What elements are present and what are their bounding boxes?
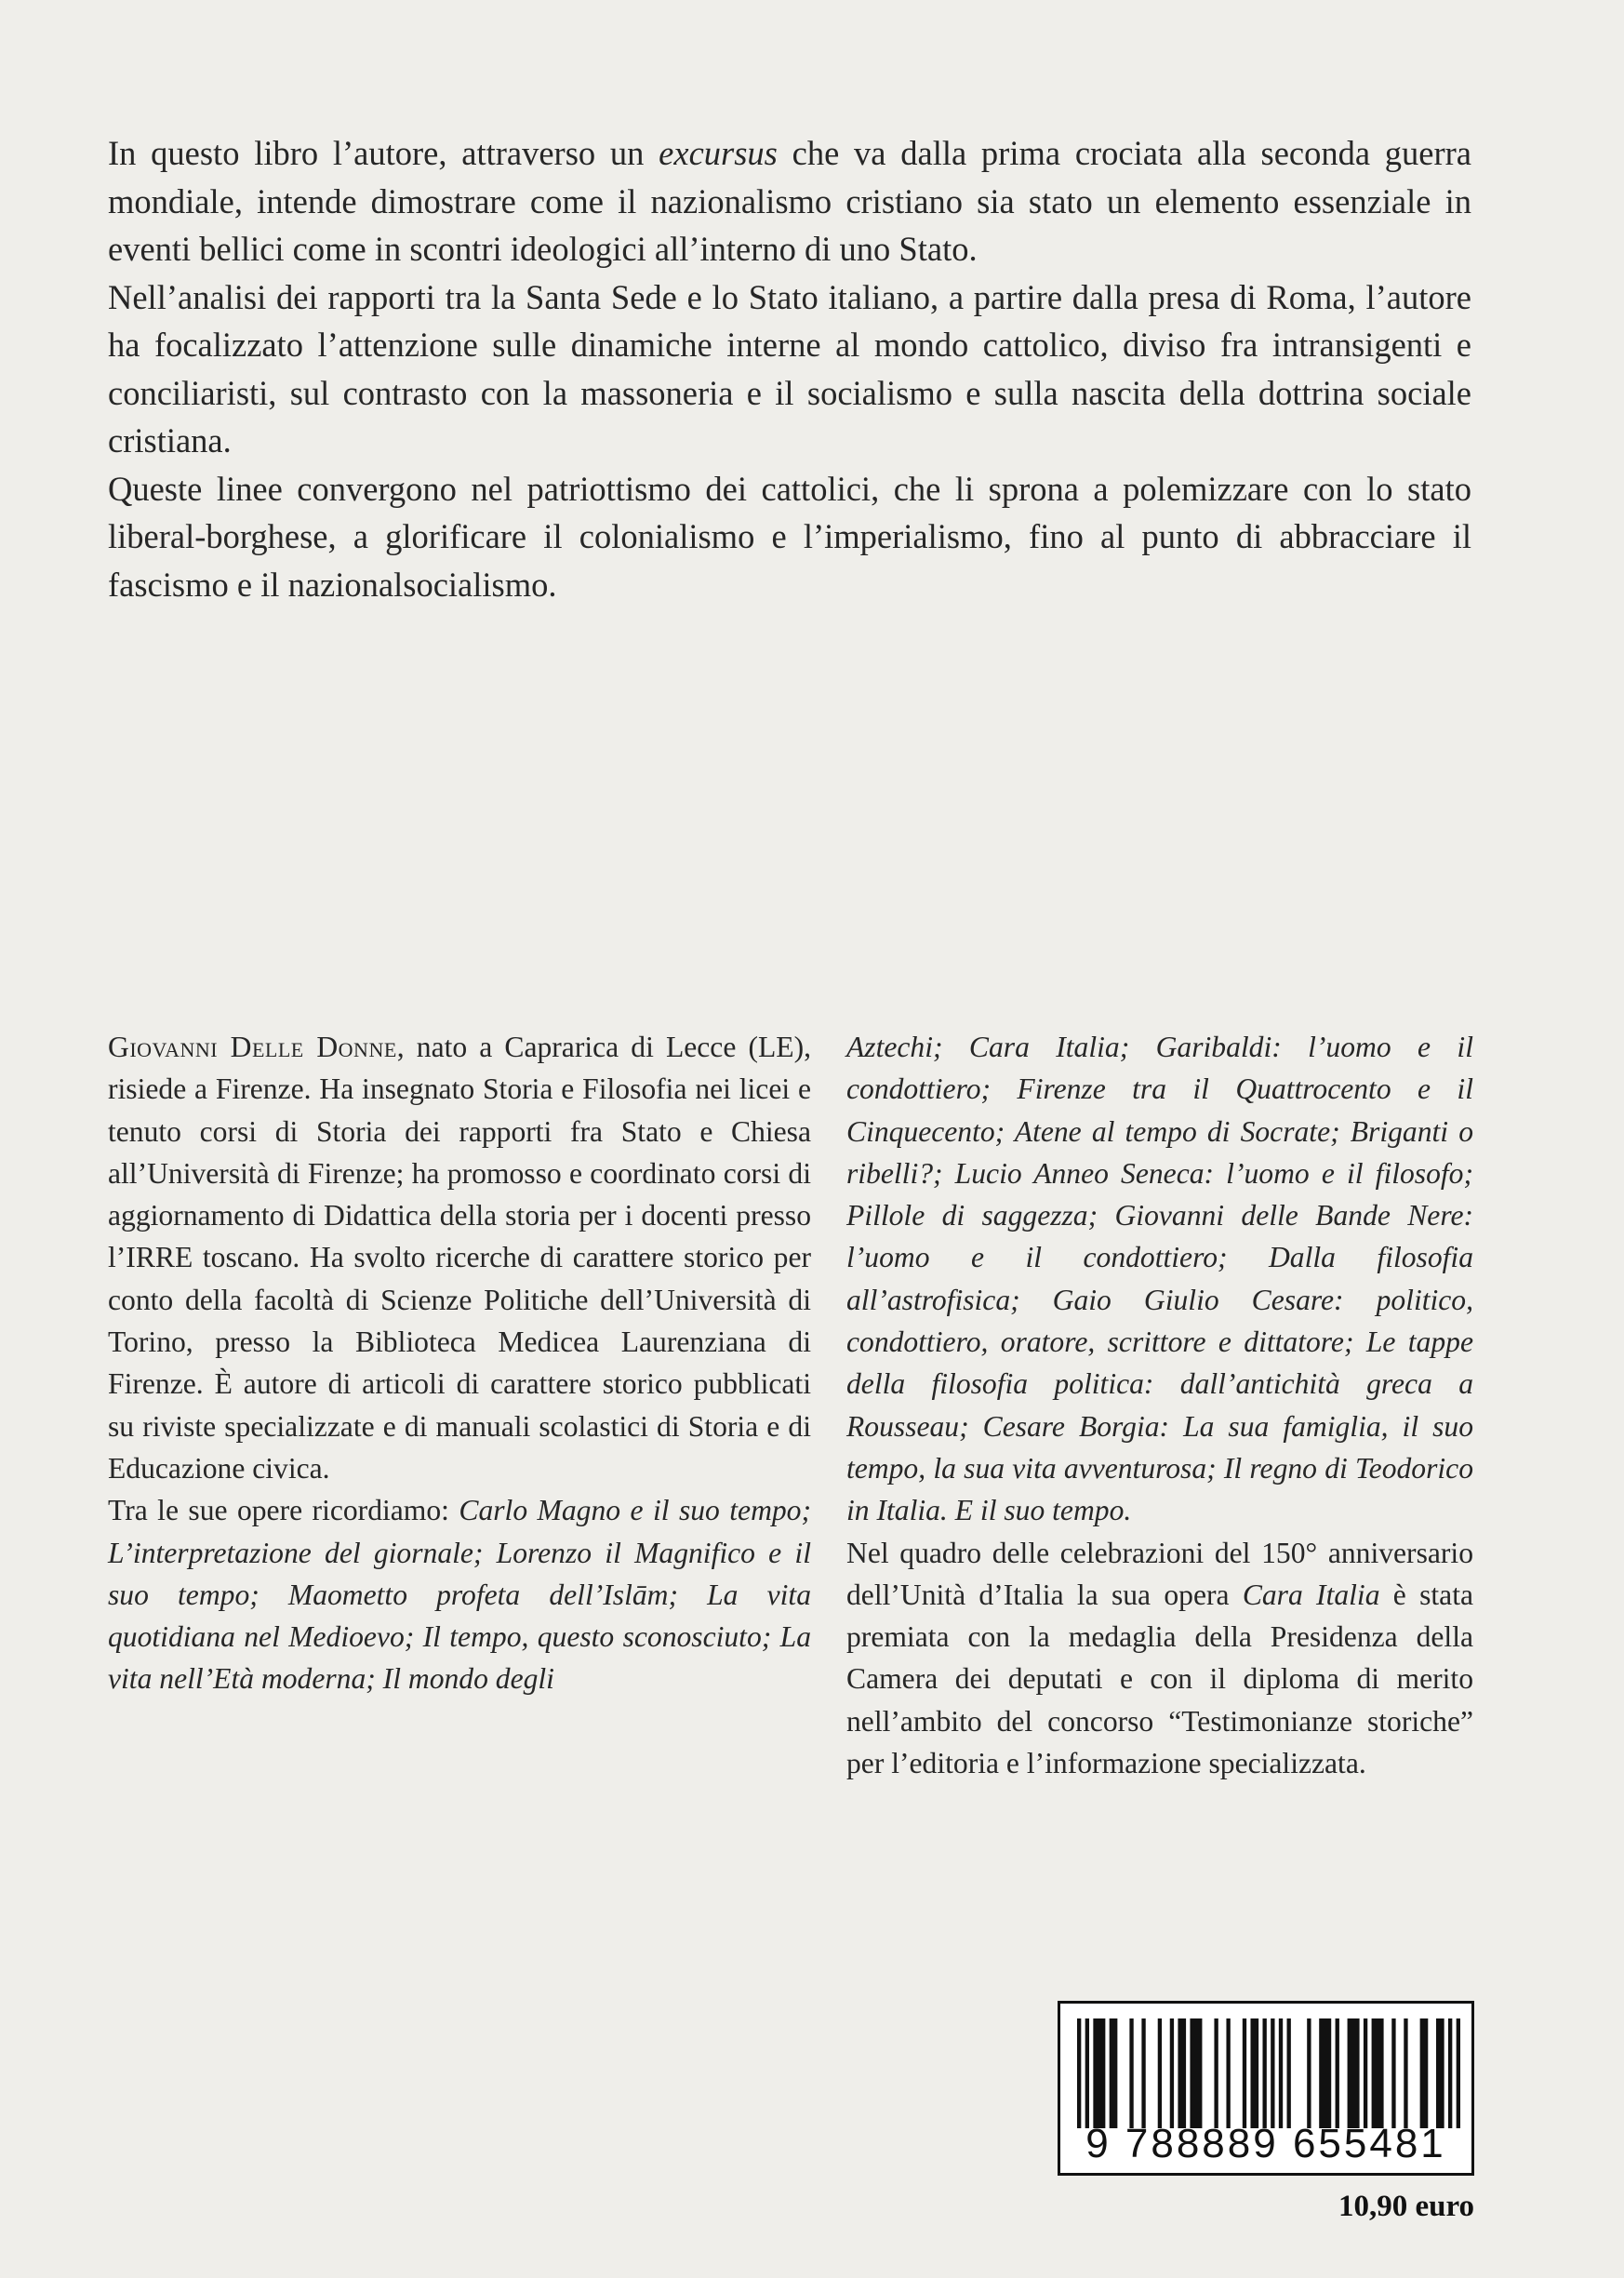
author-name: Giovanni Delle Donne — [108, 1031, 397, 1063]
works-list-continued — [846, 1026, 1473, 1532]
barcode-bar — [1214, 2018, 1218, 2128]
author-bio-text: , nato a Caprarica di Lecce (LE), risiede a Firenze. Ha insegnato Storia e Filosofia nei licei e tenuto corsi di Storia dei rapporti fra Stato e Chiesa all’Università di Firenze; ha promosso e coordinato corsi di aggiornamento di Didattica della storia per i docenti presso l’IRRE toscano. Ha svolto ricerche di carattere storico per conto della facoltà di Scienze Politiche dell’Università di Torino, presso la Biblioteca Medicea Laurenziana di Firenze. È autore di articoli di carattere storico pubblicati su riviste specializzate e di manuali scolastici di Storia e di Educazione civica. — [108, 1031, 811, 1485]
barcode-bar — [1348, 2018, 1360, 2128]
works-list: Carlo Magno e il suo tempo; L’interpretazione del giornale; Lorenzo il Magnifico e il suo tempo; Maometto profeta dell’Islām; La vita quotidiana nel Medioevo; Il tempo, questo sconosciuto; La vita nell’Età moderna; Il mondo degli — [108, 1494, 811, 1696]
barcode-bar — [1158, 2018, 1162, 2128]
author-bio-paragraph — [108, 1026, 811, 1489]
blurb-paragraph-2: Nell’analisi dei rapporti tra la Santa Sede e lo Stato italiano, a partire dalla presa di Roma, l’autore ha focalizzato l’attenzione sulle dinamiche interne al mondo cattolico, diviso fra intransigenti e conciliaristi, sul contrasto con la massoneria e il socialismo e sulla nascita della dottrina sociale cristiana. — [108, 277, 1471, 460]
barcode-bar — [1271, 2018, 1274, 2128]
barcode-bar — [1420, 2018, 1429, 2128]
barcode-bar — [1448, 2018, 1452, 2128]
award-book-title: Cara Italia — [1242, 1578, 1380, 1611]
award-text: è stata premiata con la medaglia della Presidenza della Camera dei deputati e con il diploma di merito nell’ambito del concorso “Testimonianze storiche” per l’editoria e l’informazione specializzata. — [846, 1578, 1474, 1780]
barcode-bar — [1093, 2018, 1105, 2128]
barcode — [1058, 2001, 1474, 2176]
barcode-bar — [1110, 2018, 1118, 2128]
blurb-paragraph-3: Queste linee convergono nel patriottismo dei cattolici, che li sprona a polemizzare con lo stato liberal-borghese, a glorificare il colonialismo e l’imperialismo, fino al punto di abbracciare il fascismo e il nazionalsocialismo. — [108, 469, 1471, 604]
barcode-bar — [1262, 2018, 1266, 2128]
barcode-bar — [1319, 2018, 1331, 2128]
barcode-bar — [1250, 2018, 1258, 2128]
back-cover-blurb — [108, 129, 1471, 608]
author-bio-right-column — [846, 1026, 1473, 1784]
barcode-bar — [1279, 2018, 1283, 2128]
award-text: Nel quadro delle celebrazioni del 150° anniversario dell’Unità d’Italia la sua opera — [846, 1536, 1473, 1611]
barcode-bar — [1336, 2018, 1339, 2128]
barcode-bar — [1457, 2018, 1460, 2128]
barcode-digits: 9 788889 655481 — [1085, 2121, 1446, 2166]
barcode-bar — [1077, 2018, 1081, 2128]
barcode-bar — [1391, 2018, 1395, 2128]
barcode-bar — [1170, 2018, 1174, 2128]
award-paragraph — [846, 1532, 1473, 1785]
barcode-bar — [1085, 2018, 1089, 2128]
works-lead: Tra le sue opere ricordiamo: — [108, 1494, 459, 1527]
barcode-bar — [1226, 2018, 1230, 2128]
blurb-text: che va dalla prima crociata alla seconda guerra mondiale, intende dimostrare come il nazionalismo cristiano sia stato un elemento essenziale in eventi bellici come in scontri ideologici all’interno di uno Stato. — [108, 134, 1472, 268]
barcode-bar — [1436, 2018, 1444, 2128]
author-bio-left-column — [108, 1026, 811, 1700]
barcode-bar — [1178, 2018, 1186, 2128]
barcode-bar — [1243, 2018, 1246, 2128]
barcode-bar — [1307, 2018, 1311, 2128]
barcode-bar — [1404, 2018, 1407, 2128]
barcode-bar — [1372, 2018, 1384, 2128]
barcode-bars — [1077, 2018, 1460, 2128]
blurb-paragraph-1 — [108, 129, 1471, 273]
barcode-bar — [1129, 2018, 1133, 2128]
barcode-bar — [1364, 2018, 1367, 2128]
price: 10,90 euro — [1338, 2190, 1474, 2223]
barcode-bar — [1287, 2018, 1291, 2128]
works-list: Aztechi; Cara Italia; Garibaldi: l’uomo e il condottiero; Firenze tra il Quattrocento e il Cinquecento; Atene al tempo di Socrate; Briganti o ribelli?; Lucio Anneo Seneca: l’uomo e il filosofo; Pillole di saggezza; Giovanni delle Bande Nere: l’uomo e il condottiero; Dalla filosofia all’astrofisica; Gaio Giulio Cesare: politico, condottiero, oratore, scrittore e dittatore; Le tappe della filosofia politica: dall’antichità greca a Rousseau; Cesare Borgia: La sua famiglia, il suo tempo, la sua vita avventurosa; Il regno di Teodorico in Italia. E il suo tempo. — [846, 1031, 1473, 1527]
barcode-bar — [1141, 2018, 1145, 2128]
blurb-text: In questo libro l’autore, attraverso un — [108, 134, 659, 172]
works-list-paragraph — [108, 1489, 811, 1699]
blurb-italic-term: excursus — [659, 134, 778, 172]
barcode-bar — [1190, 2018, 1202, 2128]
